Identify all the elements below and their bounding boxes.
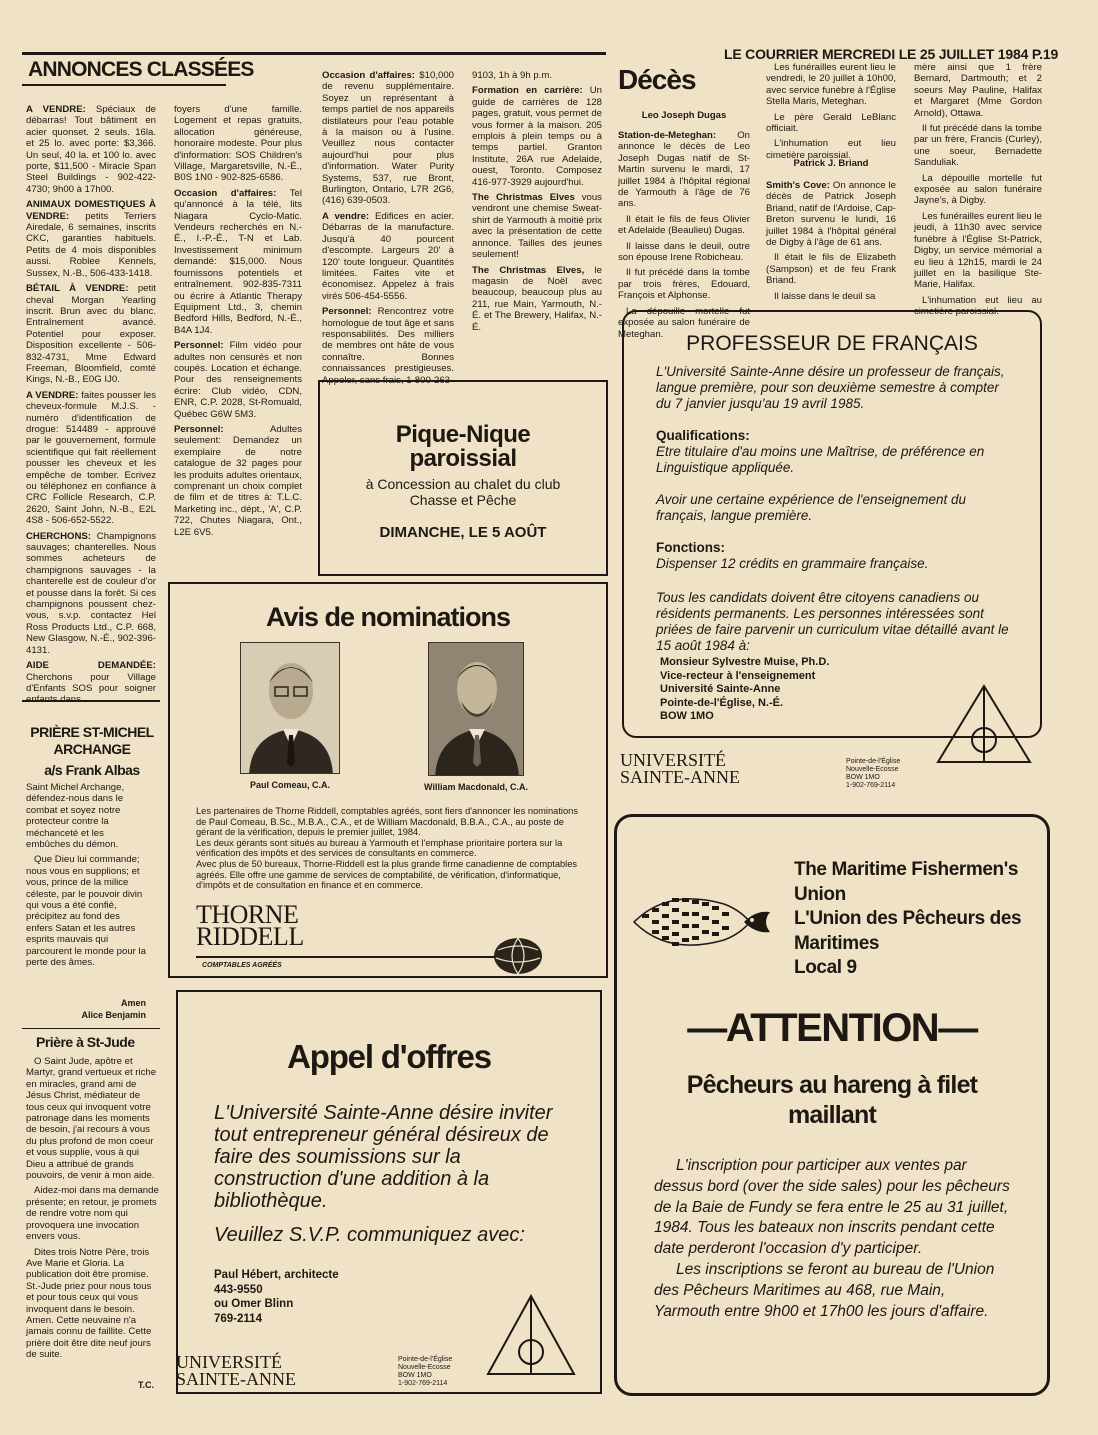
deces-patrick-place: Smith's Cove: [766, 180, 830, 191]
ad-heading: ANIMAUX DOMESTIQUES À VENDRE: [26, 199, 156, 222]
priere-michel-title: PRIÈRE ST-MICHEL ARCHANGE [30, 724, 154, 757]
fonction-1: Dispenser 12 crédits en grammaire française. [656, 556, 929, 571]
fonctions-heading: Fonctions: [656, 540, 725, 555]
classified-ad [322, 211, 454, 302]
pique-line-2: Chasse et Pêche [409, 492, 517, 508]
deces-c-p4: Les funérailles eurent lieu le jeudi, à 11h30 avec service funèbre à l'Église St-Patrick, Digby, un service mémorial a eu lieu à 12h15, mardi le 24 juillet en la basilique Ste-Marie, Halifax. [914, 210, 1042, 291]
classified-ad [26, 283, 156, 386]
mfu-p2: Les inscriptions se feront au bureau de l'Union des Pêcheurs Maritimes au 468, rue Main, Yarmouth entre 9h00 et 17h00 les jours d'affaire. [654, 1260, 995, 1320]
mfu-p1: L'inscription pour participer aux ventes par dessus bord (over the side sales) pour les pêcheurs de la Baie de Fundy se fera entre le 25 au 31 juillet, 1984. Tous les bateaux non inscrits pendant cette date perderont l'occasion d'y participer. [654, 1157, 1010, 1258]
classified-ad [472, 85, 602, 188]
wordmark-line-1: UNIVERSITÉ [176, 1352, 282, 1372]
amen: Amen [120, 998, 146, 1008]
deces-funerailles: Les funérailles eurent lieu le vendredi, le 20 juillet à 10h00, avec service funèbre à l'Église Stella Maris, Meteghan. [766, 62, 896, 108]
ad-heading: AIDE DEMANDÉE: [26, 660, 156, 672]
ad-heading: Formation en carrière: [472, 85, 583, 97]
deces-leo-p1: On annonce le décès de Leo Joseph Dugas natif de St-Martin survenu le mardi, 17 juillet 1984 à l'hôpital régional de Yarmouth à l'âge de 76 ans. [618, 130, 750, 210]
priere-jude-p1: O Saint Jude, apôtre et Martyr, grand vertueux et riche en miracles, grand ami de Jésus Christ, médiateur de tous ceux qui invoquent votre patronage dans les moments de besoin, j'ai recours à vous du plus profond de mon coeur et vous supplie, vous à qui Dieu a attribué de grands pouvoirs, de venir à mon aide. [26, 1056, 157, 1182]
universite-contact [846, 758, 900, 790]
priere-michel-p1: Saint Michel Archange, défendez-nous dans le combat et soyez notre protecteur contre la méchanceté et les embûches du démon. [26, 782, 125, 851]
nominations-p3: Avec plus de 50 bureaux, Thorne-Riddell est la plus grande firme canadienne de comptables agréés. Elle offre une gamme de services de comptabilité, de vérification, d'informatique, d'impôts et de consultation en finance et en commerce. [196, 858, 578, 891]
classified-ad [26, 390, 156, 527]
ad-body: 9103, 1h à 9h p.m. [472, 70, 553, 81]
mfu-title [794, 858, 1021, 981]
pique-date: DIMANCHE, LE 5 AOÛT [379, 524, 547, 541]
ad-heading: Occasion d'affaires: [322, 70, 415, 81]
contact-alt: ou Omer Blinn [214, 1298, 294, 1310]
ad-heading: CHERCHONS: [26, 530, 92, 542]
contact-line-4: 1-902-769-2114 [846, 782, 896, 789]
appel-body: L'Université Sainte-Anne désire inviter tout entrepreneur général désireux de faire des soumissions sur la construction d'une addition à la bibliothèque. [214, 1102, 553, 1212]
classified-ad [472, 70, 602, 81]
professeur-address [660, 656, 829, 724]
qualification-1: Etre titulaire d'au moins une Maîtrise, de préférence en Linguistique appliquée. [656, 444, 985, 475]
nominations-body [196, 806, 588, 891]
ad-heading: Personnel: [174, 340, 224, 352]
ad-body: le magasin de Noël avec beaucoup, beaucoup plus au 211, rue Main, Yarmouth, N.-É. et The Brewery, Halifax, N.-É. [472, 264, 603, 333]
contact-line-3: BOW 1MO [846, 774, 880, 781]
address-line-4: Pointe-de-l'Église, N.-É. [660, 696, 784, 709]
deces-leo-p2: Il était le fils de feus Olivier et Adelaide (Beaulieu) Dugas. [618, 213, 750, 237]
mfu-title-5: Local 9 [794, 957, 857, 978]
professeur-intro: L'Université Sainte-Anne désire un professeur de français, langue première, pour son deuxième semestre à compter du 7 janvier jusqu'au 19 avril 1985. [656, 364, 1005, 411]
ad-heading: Personnel: [174, 423, 224, 435]
deces-leo-place: Station-de-Meteghan: [618, 130, 717, 141]
classified-ad [26, 660, 156, 706]
deces-patrick-name: Patrick J. Briand [793, 158, 869, 169]
professeur-conditions: Tous les candidats doivent être citoyens canadiens ou résidents permanents. Les personnes intéressées sont priées de faire parvenir un curriculum vitae détaillé avant le 15 août 1984 à: [656, 590, 1009, 653]
contact-line-3: BOW 1MO [398, 1372, 432, 1379]
section-underline [22, 84, 226, 86]
deces-c-p2: Il fut précédé dans la tombe par un frère, Francis (Curley), une soeur, Bernadette Sanduliak. [914, 123, 1042, 169]
priere-jude-p3: Dites trois Notre Père, trois Ave Marie et Gloria. La publication doit être promise. St.-Jude priez pour nous tous et pour tous ceux qui vous invoquent dans le besoin. Amen. Cette neuvaine n'a jamais connu de faillite. Cette prière doit être dite neuf jours de suite. [26, 1246, 152, 1361]
deces-pere: Le père Gerald LeBlanc officiait. [766, 111, 896, 135]
wordmark-line-2: SAINTE-ANNE [176, 1369, 296, 1389]
ad-heading: A VENDRE: [26, 389, 79, 401]
classified-column-2 [174, 104, 302, 542]
divider [22, 700, 160, 702]
signature-tc: T.C. [137, 1380, 154, 1390]
logo-subtitle: COMPTABLES AGRÉÉS [202, 962, 282, 969]
universite-logo-triangle [484, 1294, 578, 1376]
fish-logo-icon [628, 884, 774, 960]
ad-body: faites pousser les cheveux-formule M.J.S. - numéro d'identification de drogue: 514489 - approuvé par le gouvernement, formule scientifique qui fait réellement pousser les cheveux et les empêche de tomber. Ecrivez ou téléphonez en confiance à CRC Follicle Research, C.P. 2620, Saint John, N.-B., E2L 4S8 - 506-652-5522. [26, 389, 156, 527]
ad-body: $10,000 de revenu supplémentaire. Soyez un représentant à temps partiel de nos appareils distilateurs pour l'eau potable à la maison ou à l'usine. Veuillez nous contacter aujourd'hui pour plus d'information. Water Purity Systems, 537, rue Bront, Burlington, Ontario, L7R 2G6, (416) 639-0503. [322, 70, 454, 207]
mfu-title-3: L'Union des Pêcheurs des [794, 908, 1022, 929]
contact-line-2: Nouvelle-Ecosse [398, 1364, 451, 1371]
contact-architect: Paul Hébert, architecte [214, 1269, 339, 1281]
logo-thorne: THORNE [196, 900, 299, 929]
classified-ad [322, 70, 454, 207]
qualification-2: Avoir une certaine expérience de l'enseignement du français, langue première. [656, 492, 967, 523]
contact-line-2: Nouvelle-Ecosse [846, 766, 899, 773]
appel-title: Appel d'offres [287, 1038, 491, 1075]
photo-paul-comeau [240, 642, 340, 774]
deces-c-p1: mère ainsi que 1 frère Bernard, Dartmouth; et 2 soeurs May Pauline, Halifax et Margaret (Mme Gordon Arnold), Ottawa. [914, 62, 1042, 119]
ad-body: vous vendront une chemise Sweat-shirt de Yarmouth à moitié prix avec la présentation de cette annonce. Tailles des jeunes seulement! [472, 192, 602, 261]
pique-nique-box [318, 380, 608, 576]
priere-jude-p2: Aidez-moi dans ma demande présente; en retour, je promets de rendre votre nom qui provoquera une invocation envers vous. [26, 1185, 159, 1243]
pique-line-1: à Concession au chalet du club [365, 476, 561, 492]
priere-michel-sub: a/s Frank Albas [44, 762, 140, 778]
address-line-2: Vice-recteur à l'enseignement [660, 669, 816, 682]
deces-c-p3: La dépouille mortelle fut exposée au salon funéraire Jayne's, à Digby. [914, 172, 1042, 207]
ad-body: Spéciaux de débarras! Tout bâtiment en acier quonset. 2 seuls. 16la. et 25 lo. avec porte: $3,366. Un seul, 40 la. et 100 lo. avec porte, $11,500 - Miracle Span Steel Buildings - 902-422-4730; 9h00 à 17h00. [26, 104, 157, 195]
priere-michel-p2: Que Dieu lui commande; nous vous en supplions; et vous, prince de la milice céleste, par le pouvoir divin qui vous a été confié, précipitez au fond des enfers Satan et les autres esprits mauvais qui parcourent le monde pour la perte des âmes. [26, 854, 146, 969]
wordmark-line-1: UNIVERSITÉ [620, 750, 726, 770]
section-title: ANNONCES CLASSÉES [28, 58, 254, 81]
ad-heading: The Christmas Elves [472, 192, 575, 204]
caption-william: William Macdonald, C.A. [424, 782, 528, 792]
deces-c-p5: L'inhumation eut lieu au cimetière paroissial. [914, 294, 1042, 318]
priere-jude-body [26, 1056, 160, 1365]
classified-ad [174, 188, 302, 336]
logo-riddell: RIDDELL [196, 922, 304, 951]
masthead: LE COURRIER MERCREDI LE 25 JUILLET 1984 P.19 [724, 46, 1059, 62]
priere-michel-body [26, 782, 146, 973]
deces-column-c [914, 62, 1042, 322]
classified-ad [26, 531, 156, 656]
mfu-body [654, 1156, 1014, 1322]
deces-patrick-p3: Il laisse dans le deuil sa [774, 290, 876, 302]
contact-line-1: Pointe-de-l'Église [398, 1356, 453, 1363]
deces-leo-p4: Il fut précédé dans la tombe par trois frères, Edouard, François et Alphonse. [618, 267, 750, 302]
address-line-3: Université Sainte-Anne [660, 683, 781, 695]
mfu-attention: —ATTENTION— [687, 1006, 977, 1050]
ad-body: Film vidéo pour adultes non censurés et non coupés. Location et échange. Pour des renseignements écrire: Club vidéo, CDN, ENR, C.P. 2028, St-Romuald, Québec G6W 5M3. [174, 340, 302, 420]
classified-column-3 [322, 70, 454, 390]
universite-wordmark [176, 1354, 296, 1388]
pique-title-1: Pique-Nique [395, 421, 531, 448]
mfu-headline [614, 1070, 1050, 1130]
pique-title-2: paroissial [409, 445, 517, 472]
priere-jude-title: Prière à St-Jude [36, 1034, 135, 1050]
professeur-title: PROFESSEUR DE FRANÇAIS [686, 332, 978, 355]
classified-ad [472, 192, 602, 260]
ad-heading: A vendre: [322, 210, 370, 222]
ad-heading: The Christmas Elves, [472, 264, 585, 276]
contact-phone-1: 443-9550 [214, 1283, 263, 1296]
mfu-headline-1: Pêcheurs au hareng à filet [686, 1071, 978, 1099]
ad-body: Rencontrez votre homologue de tout âge et sans responsabilités. Des milliers de membres ont hâte de vous connaître. Bonnes connaissances prestigieuses. Appeler, sans frais, 1-800-263- [322, 306, 454, 386]
deces-leo-p3: Il laisse dans le deuil, outre son épouse Irene Robicheau. [618, 240, 750, 264]
nominations-title: Avis de nominations [265, 602, 511, 632]
mfu-title-2: Union [794, 883, 846, 905]
deces-patrick-p1: On annonce le décès de Patrick Joseph Briand, natif de l'Ardoise, Cap-Breton survenu le lundi, 16 juillet 1984 à l'hôpital général de Digby à l'âge de 61 ans. [766, 180, 896, 249]
divider [22, 1028, 160, 1029]
ad-body: Adultes seulement: Demandez un exemplaire de notre catalogue de 32 pages pour les produits adultes orientaux, comprenant un choix complet de film et de titres à: T.L.C. Marketing inc., dépt., 'A', C.P. 722, Chutes Niagara, Ont., L2E 6V5. [174, 423, 302, 538]
classified-column-4 [472, 70, 602, 337]
address-line-5: BOW 1MO [660, 710, 714, 722]
universite-contact [398, 1356, 452, 1388]
ad-body: Tel qu'annoncé à la télé, lits Niagara Cyclo-Matic. Vendeurs recherchés en N.-É., I.-P.-É., T-N et Lab. Investissement minimum demandé: $15,000. Nous fournissons potentiels et entraînement. 902-835-7311 ou écrire à Atlantic Therapy Equipment Ltd., 3, chemin Bedford Hills, Bedford, N.-É., B4A 1J4. [174, 187, 302, 336]
universite-logo-triangle [934, 684, 1034, 764]
mfu-headline-2: maillant [787, 1101, 877, 1129]
contact-phone-2: 769-2114 [214, 1312, 262, 1325]
nominations-p2: Les deux gérants sont situés au bureau à Yarmouth et l'emphase prioritaire portera sur la vérification des impôts et des services de consultants en commerce. [196, 837, 563, 859]
deces-title: Décès [618, 64, 696, 95]
ad-heading: BÉTAIL À VENDRE: [26, 283, 129, 295]
caption-paul: Paul Comeau, C.A. [249, 780, 330, 790]
contact-line-4: 1-902-769-2114 [398, 1380, 448, 1387]
header-rule [22, 52, 606, 55]
deces-inhumation: L'inhumation eut lieu cimetière paroissial. [766, 138, 896, 161]
ad-body: petits Terriers Airedale, 6 semaines, inscrits CKC, garanties habituels. Petits de 4 mois disponibles aussi. Roblee Kennels, Sussex, N.-B., 506-433-1418. [26, 210, 156, 279]
ad-body: Champignons sauvages; chanterelles. Nous sommes acheteurs de champignons sauvages - la chanterelle est de couleur d'or et pousse dans la forêt. Si ces champignons poussent chez-vous, s.v.p. contactez Hel Ross Products Ltd., C.P. 668, New Glasgow, N.-É., 902-396-4131. [26, 530, 156, 656]
ad-body: Cherchons pour Village d'Enfants SOS pour soigner [26, 671, 156, 694]
classified-ad [174, 104, 302, 184]
ad-body: Edifices en acier. Débarras de la manufacture. Jusqu'à 40 pourcent d'escompte. Largeurs 20' à 120' toute longueur. Quantités limitées. Faites vite et économisez. Appelez à frais virés 506-454-5556. [322, 210, 454, 302]
classified-ad [322, 306, 454, 386]
classified-ad [26, 104, 156, 195]
classified-column-1 [26, 104, 156, 710]
signature-alice: Alice Benjamin [81, 1010, 146, 1020]
ad-body: Un guide de carrières de 128 pages, gratuit, vous permet de vous former à la maison. 205 emplois à plein temps ou à temps partiel. Granton Institute, 26A rue Adelaide, ouest, Toronto. Composez 416-977-3929 aujourd'hui. [472, 85, 602, 188]
qualifications-heading: Qualifications: [656, 428, 750, 443]
logo-rule [196, 956, 496, 958]
classified-ad [472, 265, 602, 333]
deces-leo-name: Leo Joseph Dugas [641, 110, 727, 121]
ad-heading: Personnel: [322, 306, 372, 318]
mfu-title-4: Maritimes [794, 932, 880, 954]
universite-wordmark [620, 752, 740, 786]
ad-heading: Occasion d'affaires: [174, 187, 277, 199]
classified-ad [174, 340, 302, 420]
ad-body: petit cheval Morgan Yearling inscrit. Brun avec du blanc. Entraînement avancé. Potentiel pour exposer. Disposition excellente - 506-832-4731, Mme Edward Freeman, Bloomfield, comté Kings, N.-B., E0G IJ0. [26, 283, 156, 386]
address-line-1: Monsieur Sylvestre Muise, Ph.D. [660, 656, 830, 668]
wordmark-line-2: SAINTE-ANNE [620, 767, 740, 787]
classified-ad [174, 424, 302, 538]
nominations-p1: Les partenaires de Thorne Riddell, comptables agréés, sont fiers d'annoncer les nominations de Paul Comeau, B.Sc., M.B.A., C.A., et de William Macdonald, B.B.A., C.A., au poste de gérant de la vérification, depuis le premier juillet, 1984. [196, 806, 578, 838]
deces-column-b [766, 62, 896, 165]
appel-contacts [214, 1268, 339, 1326]
photo-william-macdonald [428, 642, 524, 776]
thorne-riddell-logo [196, 900, 304, 951]
ad-heading: A VENDRE: [26, 104, 86, 115]
ad-body: foyers d'une famille. Logement et repas gratuits, allocation généreuse, honoraire modeste. Pour plus d'information: SOS Children's Village, Margaretsville, N.-É., B0S 1N0 - 902-825-6586. [174, 104, 302, 184]
deces-leo-p5: La dépouille mortelle fut exposée au salon funéraire de Meteghan. [618, 305, 750, 340]
deces-patrick-body [766, 180, 896, 306]
classified-ad [26, 199, 156, 279]
deces-patrick-p2: Il était le fils de Elizabeth (Sampson) et de feu Frank Briand. [766, 252, 896, 287]
mfu-title-1: The Maritime Fishermen's [794, 859, 1019, 880]
appel-contact-invite: Veuillez S.V.P. communiquez avec: [214, 1224, 525, 1246]
contact-line-1: Pointe-de-l'Église [846, 758, 901, 765]
globe-icon [492, 936, 544, 976]
